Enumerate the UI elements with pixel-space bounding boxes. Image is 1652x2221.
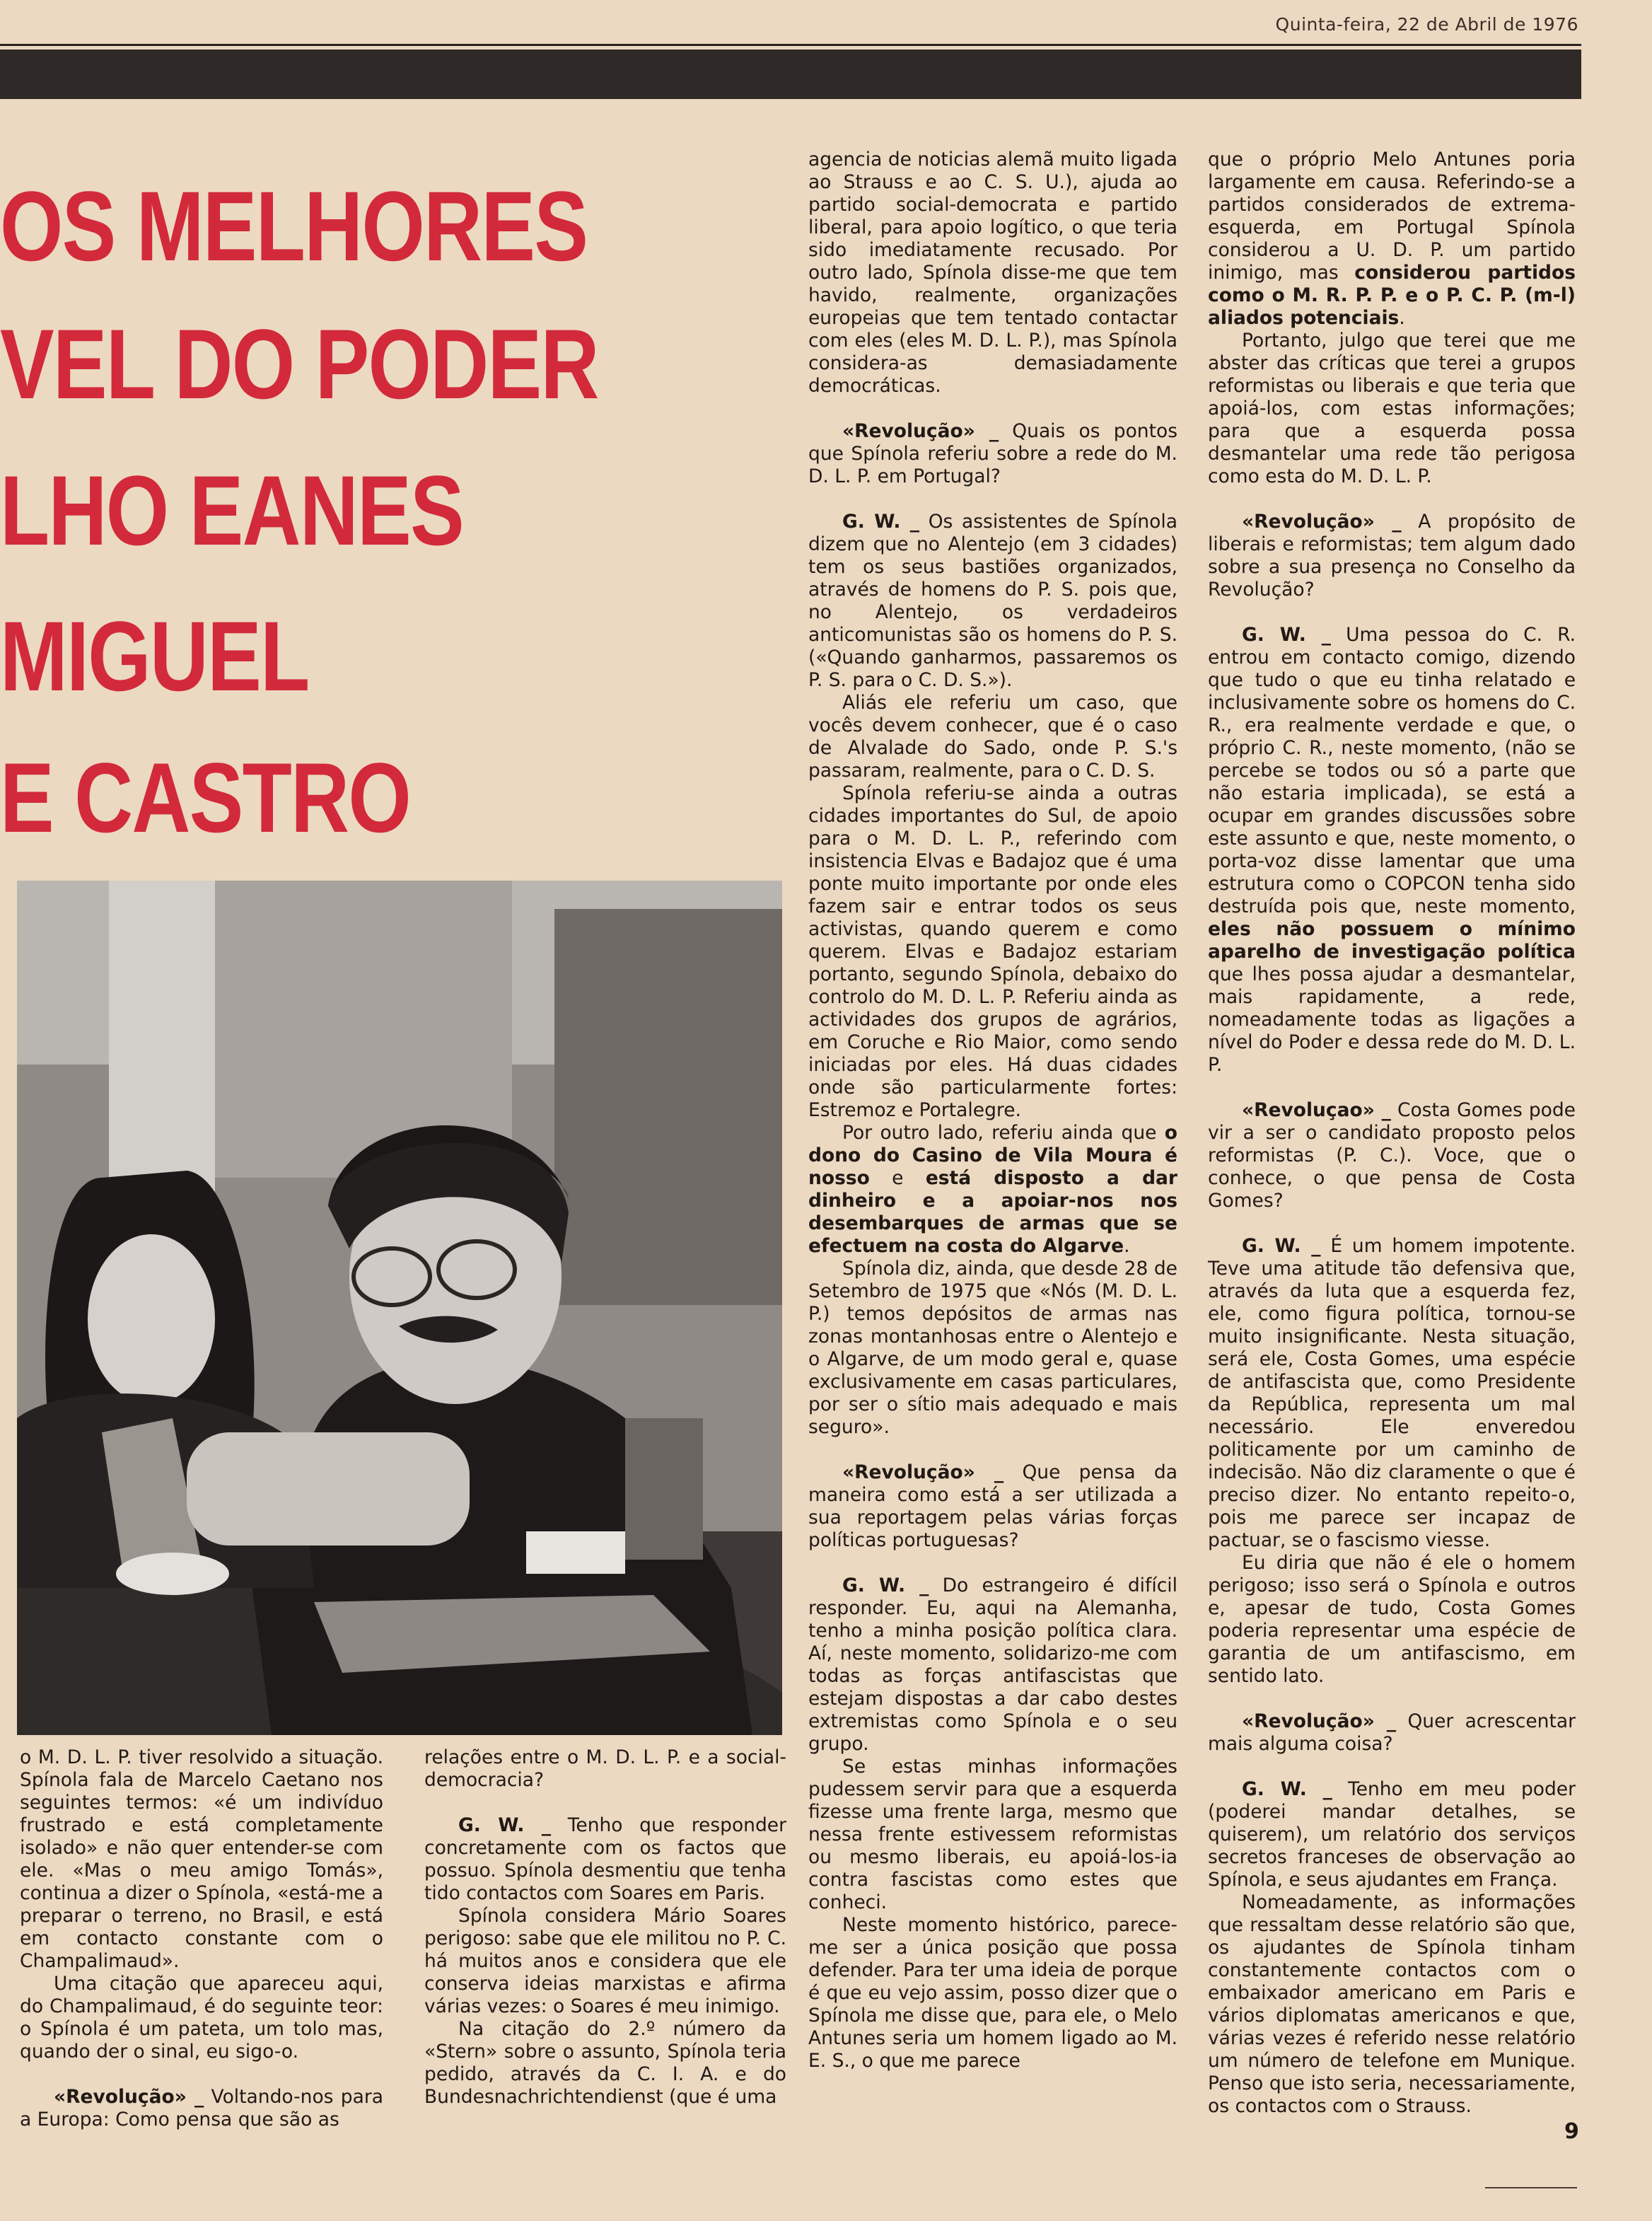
col1-para-3-text: Voltando-nos para a Europa: Como pensa que são as: [20, 2086, 383, 2130]
speaker-gw: G. W. _: [842, 1575, 929, 1596]
col3-para-6-bold-1: o dono do Casino de Vila Moura é nosso: [808, 1122, 1177, 1189]
col3-para-6-text: Por outro lado, referiu ainda que: [842, 1122, 1165, 1144]
col3-para-8-text: Que pensa da maneira como está a ser utilizada a sua reportagem pelas várias forças políticas portuguesas?: [808, 1461, 1177, 1551]
speaker-revolucao: «Revoluçao» _: [1242, 1099, 1391, 1121]
speaker-revolucao: «Revolução» _: [54, 2086, 204, 2108]
col1-para-1: o M. D. L. P. tiver resolvido a situação. Spínola fala de Marcelo Caetano nos seguintes termos: «é um indivíduo frustrado e está completamente isolado» e não quer entender-se com ele. «Mas o meu amigo Tomás», continua a dizer o Spínola, «está-me a preparar o terreno, no Brasil, e está em contacto constante com o Champalimaud».: [20, 1746, 383, 1972]
col4-para-1-bold: considerou partidos como o M. R. P. P. e o P. C. P. (m-l) aliados potenciais: [1208, 262, 1576, 329]
col2-para-1: relações entre o M. D. L. P. e a social-democracia?: [424, 1746, 786, 1791]
col2-para-2: [424, 1814, 786, 1905]
col4-para-4-text: Uma pessoa do C. R. entrou em contacto comigo, dizendo que tudo o que eu tinha relatado e inclusivamente sobre os homens do C. R., era realmente verdade e que, o próprio C. R., neste momento, (não se percebe se todos ou só a parte que não estaria implicada), se está a ocupar em grandes discussões sobre este assunto e que, neste momento, o porta-voz disse lamentar que uma estrutura como o COPCON tenha sido destruída pois que, neste momento,: [1208, 624, 1576, 917]
col3-para-4: Aliás ele referiu um caso, que vocês devem conhecer, que é o caso de Alvalade do Sado, onde P. S.'s passaram, realmente, para o C. D. S.: [808, 692, 1177, 782]
col3-para-6-text-3: .: [1124, 1235, 1130, 1257]
interview-photo: [17, 881, 782, 1735]
column-3: [808, 149, 1177, 2072]
col3-para-5: Spínola referiu-se ainda a outras cidades importantes do Sul, de apoio para o M. D. L. P., referindo com insistencia Elvas e Badajoz que é uma ponte muito importante por onde eles fazem sair e entrar todos os seus activistas, quando querem e como querem. Elvas e Badajoz estariam portanto, segundo Spínola, debaixo do controlo do M. D. L. P. Referiu ainda as actividades dos grupos de agrários, em Coruche e Rio Maior, como sendo iniciadas por eles. Há duas cidades onde são particularmente fortes: Estremoz e Portalegre.: [808, 782, 1177, 1121]
col3-para-3: [808, 511, 1177, 692]
col4-para-6-text: É um homem impotente. Teve uma atitude tão defensiva que, através da luta que a esquerda fez, ele, como figura política, tornou-se muito insignificante. Nesta situação, será ele, Costa Gomes, uma espécie de antifascista que, como Presidente da República, representa um mal necessário. Ele enveredou politicamente por um caminho de indecisão. Não diz claramente o que é preciso dizer. No entanto repeito-o, pois me parece ser incapaz de pactuar, se o fascismo viesse.: [1208, 1235, 1576, 1551]
col4-para-8: [1208, 1710, 1576, 1756]
headline-line-5: E CASTRO: [0, 742, 411, 853]
col3-para-6-text-2: e: [869, 1167, 926, 1189]
speaker-gw: G. W. _: [1242, 1235, 1321, 1257]
page-number: 9: [1564, 2119, 1579, 2144]
col4-para-5-text: Costa Gomes pode vir a ser o candidato proposto pelos reformistas (P. C.). Voce, que o conhece, o que pensa de Costa Gomes?: [1208, 1099, 1576, 1212]
col4-para-3: [1208, 511, 1576, 601]
col4-para-5: [1208, 1099, 1576, 1212]
col3-para-9: [808, 1575, 1177, 1756]
col3-para-11: Neste momento histórico, parece-me ser a única posição que possa defender. Para ter uma ideia de porque é que eu vejo assim, posso dizer que o Spínola me disse que, para ele, o Melo Antunes seria um homem ligado ao M. E. S., o que me parece: [808, 1914, 1177, 2072]
headline-line-1: OS MELHORES: [0, 170, 588, 282]
col3-para-6: [808, 1122, 1177, 1258]
col4-para-1-text-2: .: [1399, 307, 1405, 329]
speaker-gw: G. W. _: [1242, 1778, 1332, 1800]
col3-para-1: agencia de noticias alemã muito ligada ao Strauss e ao C. S. U.), ajuda ao partido social-democrata e partido liberal, para apoio logítico, o que teria sido imediatamente recusado. Por outro lado, Spínola disse-me que tem havido, realmente, organizações europeias que tem tentado contactar com eles (eles M. D. L. P.), mas Spínola considera-as demasiadamente democráticas.: [808, 149, 1177, 397]
col4-para-4: [1208, 624, 1576, 1077]
speaker-gw: G. W. _: [458, 1814, 552, 1836]
speaker-gw: G. W. _: [842, 511, 920, 533]
header-band: [0, 50, 1581, 99]
headline-line-4: MIGUEL: [0, 601, 309, 712]
col4-para-8-text: Quer acrescentar mais alguma coisa?: [1208, 1710, 1576, 1755]
col4-para-6: [1208, 1235, 1576, 1552]
col4-para-2: Portanto, julgo que terei que me abster das críticas que terei a grupos reformistas ou liberais e que teria que apoiá-los, com estas informações; para que a esquerda possa desmantelar uma rede tão perigosa como esta do M. D. L. P.: [1208, 330, 1576, 487]
col3-para-10: Se estas minhas informações pudessem servir para que a esquerda fizesse uma frente larga, mesmo que nessa frente estivessem reformistas ou mesmo liberais, eu apoiá-los-ia contra fascistas como estes que conheci.: [808, 1756, 1177, 1913]
column-2: [424, 1746, 786, 2109]
column-1: [20, 1746, 383, 2131]
col4-para-9-text: Tenho em meu poder (poderei mandar detalhes, se quiserem), um relatório dos serviços secretos franceses de observação ao Spínola, e seus ajudantes em França.: [1208, 1778, 1576, 1891]
dateline: Quinta-feira, 22 de Abril de 1976: [1275, 14, 1578, 35]
footer-rule: [1485, 2187, 1577, 2188]
col1-para-2: Uma citação que apareceu aqui, do Champalimaud, é do seguinte teor: o Spínola é um pateta, um tolo mas, quando der o sinal, eu sigo-o.: [20, 1973, 383, 2063]
speaker-revolucao: «Revolução» _: [842, 1461, 1004, 1483]
speaker-revolucao: «Revolução» _: [842, 420, 999, 442]
col3-para-3-text: Os assistentes de Spínola dizem que no Alentejo (em 3 cidades) tem os seus bastiões organizados, através de homens do P. S. pois que, no Alentejo, os verdadeiros anticomunistas são os homens do P. S. («Quando ganharmos, passaremos os P. S. para o C. D. S.»).: [808, 511, 1177, 691]
speaker-revolucao: «Revolução» _: [1242, 1710, 1397, 1732]
col4-para-4-bold: eles não possuem o mínimo aparelho de investigação política: [1208, 918, 1576, 963]
col2-para-2-text: Tenho que responder concretamente com os factos que possuo. Spínola desmentiu que tenha tido contactos com Soares em Paris.: [424, 1814, 786, 1904]
col3-para-6-bold-2: está disposto a dar dinheiro e a apoiar-nos nos desembarques de armas que se efectuem na costa do Algarve: [808, 1167, 1177, 1257]
col4-para-3-text: A propósito de liberais e reformistas; tem algum dado sobre a sua presença no Conselho da Revolução?: [1208, 511, 1576, 601]
col3-para-7: Spínola diz, ainda, que desde 28 de Setembro de 1975 que «Nós (M. D. L. P.) temos depósitos de armas nas zonas montanhosas entre o Alentejo e o Algarve, de um modo geral e, quase exclusivamente em casas particulares, por ser o sítio mais adequado e mais seguro».: [808, 1258, 1177, 1438]
col3-para-8: [808, 1461, 1177, 1552]
col3-para-9-text: Do estrangeiro é difícil responder. Eu, aqui na Alemanha, tenho a minha posição política clara. Aí, neste momento, solidarizo-me com todas as forças antifascistas que estejam dispostas a dar cabo destes extremistas como Spínola e o seu grupo.: [808, 1575, 1177, 1755]
col4-para-4-text-2: que lhes possa ajudar a desmantelar, mais rapidamente, a rede, nomeadamente todas as ligações a nível do Poder e dessa rede do M. D. L. P.: [1208, 963, 1576, 1076]
col3-para-2-text: Quais os pontos que Spínola referiu sobre a rede do M. D. L. P. em Portugal?: [808, 420, 1177, 487]
col2-para-4: Na citação do 2.º número da «Stern» sobre o assunto, Spínola teria pedido, através da C. I. A. e do Bundesnachrichtendienst (que é uma: [424, 2018, 786, 2108]
column-4: [1208, 149, 1576, 2118]
header-rule: [0, 44, 1581, 46]
headline-line-3: LHO EANES: [0, 455, 463, 566]
headline-line-2: VEL DO PODER: [0, 308, 598, 419]
col4-para-1: [1208, 149, 1576, 330]
col1-para-3: [20, 2086, 383, 2131]
col4-para-9: [1208, 1778, 1576, 1891]
col4-para-10: Nomeadamente, as informações que ressaltam desse relatório são que, os ajudantes de Spínola tinham constantemente contactos com o embaixador americano em Paris e vários diplomatas americanos e que, várias vezes é referido nesse relatório um número de telefone em Munique. Penso que isto seria, necessariamente, os contactos com o Strauss.: [1208, 1891, 1576, 2117]
col3-para-2: [808, 420, 1177, 488]
speaker-revolucao: «Revolução» _: [1242, 511, 1402, 533]
speaker-gw: G. W. _: [1242, 624, 1332, 646]
col4-para-7: Eu diria que não é ele o homem perigoso; isso será o Spínola e outros e, apesar de tudo, Costa Gomes poderia representar uma espécie de garantia de um antifascismo, em sentido lato.: [1208, 1552, 1576, 1687]
col2-para-3: Spínola considera Mário Soares perigoso: sabe que ele militou no P. C. há muitos anos e considera que ele conserva ideias marxistas e afirma várias vezes: o Soares é meu inimigo.: [424, 1905, 786, 2017]
col4-para-1-text: que o próprio Melo Antunes poria largamente em causa. Referindo-se a partidos considerados de extrema-esquerda, em Portugal Spínola considerou a U. D. P. um partido inimigo, mas: [1208, 149, 1576, 284]
